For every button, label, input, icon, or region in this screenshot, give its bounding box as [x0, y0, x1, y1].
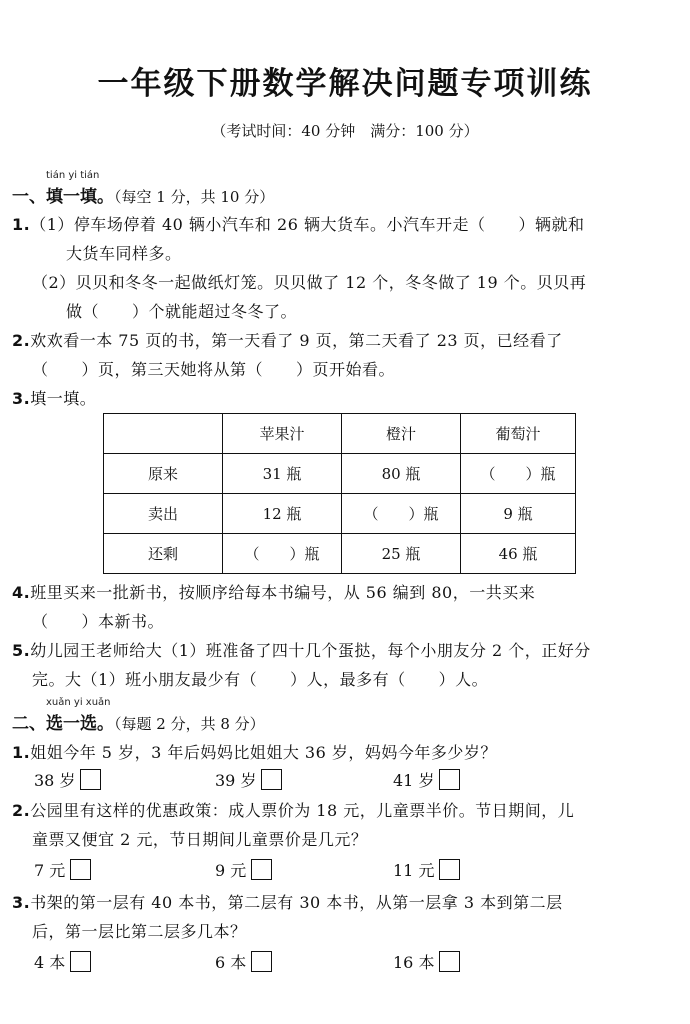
table-row	[104, 454, 576, 494]
section2-heading	[12, 709, 265, 734]
option-label: 6 本	[215, 953, 247, 972]
section2-note: （每题 2 分，共 8 分）	[114, 715, 265, 733]
s2-q2-line2: 童票又便宜 2 元，节日期间儿童票价是几元？	[32, 830, 368, 849]
answer-checkbox[interactable]	[251, 859, 272, 880]
q1-part1-text: （1）停车场停着 40 辆小汽车和 26 辆大货车。小汽车开走（ ）辆就和	[30, 215, 585, 234]
s2-q1-option-a[interactable]	[34, 768, 101, 791]
q5-number: 5.	[12, 641, 31, 660]
table-cell: 原来	[104, 454, 223, 494]
s2-q2-option-a[interactable]	[34, 858, 91, 881]
option-label: 11 元	[393, 861, 435, 880]
table-cell: 9 瓶	[461, 494, 576, 534]
table-cell: （ ）瓶	[461, 454, 576, 494]
table-cell	[104, 414, 223, 454]
answer-checkbox[interactable]	[80, 769, 101, 790]
q1-number: 1.	[12, 215, 31, 234]
q4-text: 班里买来一批新书，按顺序给每本书编号，从 56 编到 80，一共买来	[30, 583, 536, 602]
q2-number: 2.	[12, 331, 31, 350]
answer-checkbox[interactable]	[261, 769, 282, 790]
table-cell: （ ）瓶	[223, 534, 342, 574]
s2-q3-text: 书架的第一层有 40 本书，第二层有 30 本书，从第一层拿 3 本到第二层	[30, 893, 563, 912]
q1-1-line1	[12, 212, 584, 235]
s2-q1-line1	[12, 740, 497, 763]
q4-number: 4.	[12, 583, 31, 602]
s2-q2-option-c[interactable]	[393, 858, 460, 881]
s2-q1-option-b[interactable]	[215, 768, 282, 791]
answer-checkbox[interactable]	[70, 951, 91, 972]
table-cell: 12 瓶	[223, 494, 342, 534]
q1-1-line2: 大货车同样多。	[66, 244, 182, 263]
option-label: 39 岁	[215, 771, 257, 790]
s2-q2-number: 2.	[12, 801, 31, 820]
s2-q2-option-b[interactable]	[215, 858, 272, 881]
q2-line2: （ ）页，第三天她将从第（ ）页开始看。	[32, 360, 396, 379]
q3-text: 填一填。	[30, 389, 97, 408]
table-row	[104, 494, 576, 534]
s2-q3-option-b[interactable]	[215, 950, 272, 973]
option-label: 9 元	[215, 861, 247, 880]
q3-line	[12, 386, 96, 409]
table-cell: 31 瓶	[223, 454, 342, 494]
s2-q3-number: 3.	[12, 893, 31, 912]
section1-pinyin: tián yi tián	[46, 170, 100, 181]
exam-info: （考试时间：40 分钟 满分：100 分）	[211, 122, 479, 140]
table-cell: 80 瓶	[342, 454, 461, 494]
answer-checkbox[interactable]	[439, 769, 460, 790]
s2-q3-line2: 后，第一层比第二层多几本？	[32, 922, 247, 941]
q1-2-line2: 做（ ）个就能超过冬冬了。	[66, 302, 298, 321]
option-label: 38 岁	[34, 771, 76, 790]
section1-heading	[12, 182, 274, 207]
section2-pinyin: xuǎn yi xuǎn	[46, 697, 111, 708]
s2-q2-line1	[12, 798, 574, 821]
juice-table	[103, 413, 576, 574]
s2-q1-number: 1.	[12, 743, 31, 762]
q2-line1	[12, 328, 563, 351]
table-row	[104, 534, 576, 574]
q5-text: 幼儿园王老师给大（1）班准备了四十几个蛋挞，每个小朋友分 2 个，正好分	[30, 641, 591, 660]
answer-checkbox[interactable]	[70, 859, 91, 880]
q4-line2: （ ）本新书。	[32, 612, 165, 631]
section1-title: 一、填一填。	[12, 187, 114, 207]
section2-title: 二、选一选。	[12, 714, 114, 734]
table-cell: 46 瓶	[461, 534, 576, 574]
s2-q3-option-a[interactable]	[34, 950, 91, 973]
q2-text: 欢欢看一本 75 页的书，第一天看了 9 页，第二天看了 23 页，已经看了	[30, 331, 563, 350]
table-cell: 橙汁	[342, 414, 461, 454]
s2-q3-option-c[interactable]	[393, 950, 460, 973]
s2-q2-text: 公园里有这样的优惠政策：成人票价为 18 元，儿童票半价。节日期间，儿	[30, 801, 575, 820]
page-title: 一年级下册数学解决问题专项训练	[97, 66, 593, 102]
option-label: 7 元	[34, 861, 66, 880]
section1-note: （每空 1 分，共 10 分）	[114, 188, 275, 206]
q3-number: 3.	[12, 389, 31, 408]
table-cell: （ ）瓶	[342, 494, 461, 534]
option-label: 16 本	[393, 953, 435, 972]
answer-checkbox[interactable]	[439, 951, 460, 972]
option-label: 41 岁	[393, 771, 435, 790]
q5-line2: 完。大（1）班小朋友最少有（ ）人，最多有（ ）人。	[32, 670, 489, 689]
table-cell: 葡萄汁	[461, 414, 576, 454]
q1-2-line1: （2）贝贝和冬冬一起做纸灯笼。贝贝做了 12 个，冬冬做了 19 个。贝贝再	[32, 273, 587, 292]
s2-q3-line1	[12, 890, 563, 913]
table-cell: 卖出	[104, 494, 223, 534]
answer-checkbox[interactable]	[251, 951, 272, 972]
table-header-row	[104, 414, 576, 454]
table-cell: 25 瓶	[342, 534, 461, 574]
answer-checkbox[interactable]	[439, 859, 460, 880]
s2-q1-text: 姐姐今年 5 岁，3 年后妈妈比姐姐大 36 岁，妈妈今年多少岁？	[30, 743, 497, 762]
s2-q1-option-c[interactable]	[393, 768, 460, 791]
q4-line1	[12, 580, 535, 603]
option-label: 4 本	[34, 953, 66, 972]
table-cell: 还剩	[104, 534, 223, 574]
table-cell: 苹果汁	[223, 414, 342, 454]
q5-line1	[12, 638, 591, 661]
